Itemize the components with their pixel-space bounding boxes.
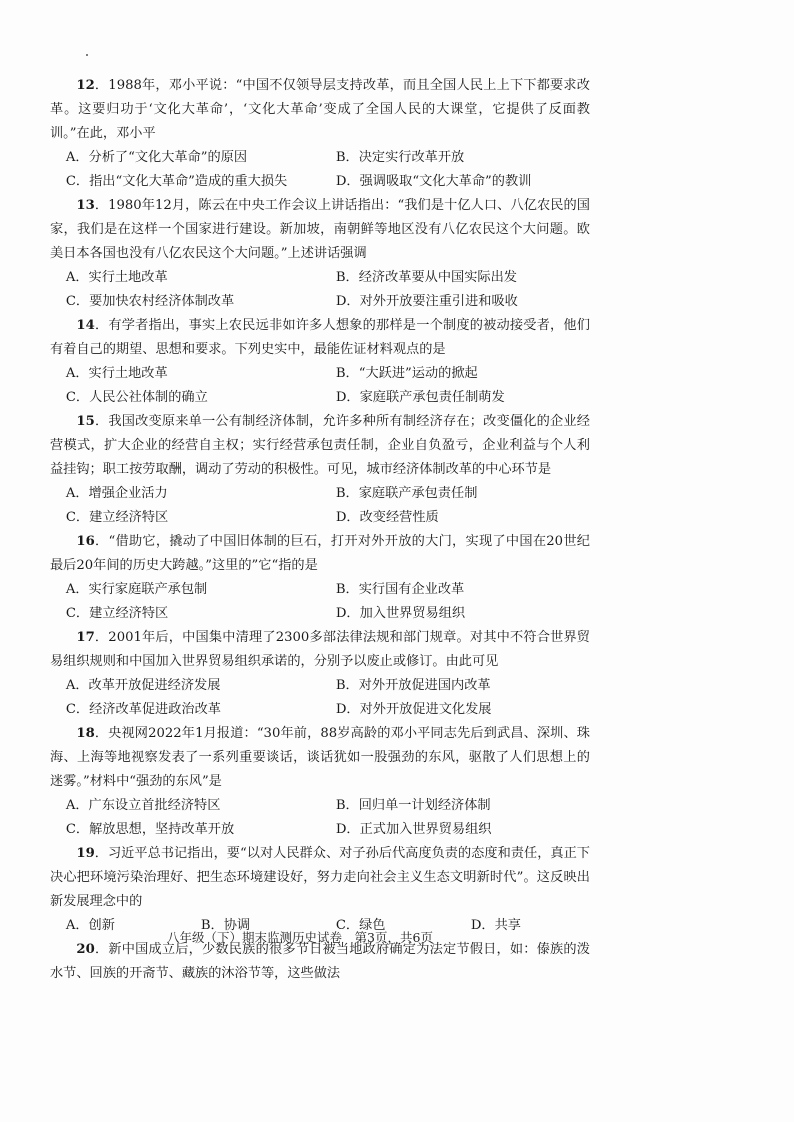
option-list (50, 794, 590, 842)
question-number: 13 (76, 198, 95, 213)
option-a: A．实行土地改革 (65, 270, 168, 285)
question-number: 20 (76, 942, 95, 957)
option-a: A．实行家庭联产承包制 (65, 582, 208, 597)
option-b: B．协调 (200, 918, 251, 933)
question-number: 16 (76, 534, 95, 549)
question-list (50, 74, 590, 986)
question-19 (50, 842, 590, 938)
question-text: ．有学者指出，事实上农民远非如许多人想象的那样是一个制度的被动接受者，他们有着自己的期望、思想和要求。下列史实中，最能佐证材料观点的是 (50, 318, 590, 357)
option-d: D．共享 (470, 918, 521, 933)
option-list (50, 146, 590, 194)
option-c: C．指出“文化大革命”造成的重大损失 (65, 174, 288, 189)
question-number: 14 (76, 318, 95, 333)
question-stem (50, 314, 590, 362)
question-stem (50, 842, 590, 914)
question-18 (50, 722, 590, 842)
question-text: ．我国改变原来单一公有制经济体制，允许多种所有制经济存在；改变僵化的企业经营模式，扩大企业的经营自主权；实行经营承包责任制，企业自负盈亏，企业利益与个人利益挂钩；职工按劳取酬，调动了劳动的积极性。可见，城市经济体制改革的中心环节是 (50, 414, 590, 477)
question-stem (50, 722, 590, 794)
option-a: A．增强企业活力 (65, 486, 168, 501)
question-text: ．新中国成立后，少数民族的很多节日被当地政府确定为法定节假日，如：傣族的泼水节、回族的开斋节、藏族的沐浴节等，这些做法 (50, 942, 590, 981)
option-b: B．回归单一计划经济体制 (335, 798, 491, 813)
option-c: C．要加快农村经济体制改革 (65, 294, 235, 309)
question-text: ．央视网2022年1月报道：“30年前，88岁高龄的邓小平同志先后到武昌、深圳、珠海、上海等地视察发表了一系列重要谈话，谈话犹如一股强劲的东风，驱散了人们思想上的迷雾。”材料中“强劲的东风”是 (50, 726, 590, 789)
option-c: C．绿色 (335, 918, 386, 933)
option-b: B．决定实行改革开放 (335, 150, 465, 165)
question-stem (50, 194, 590, 266)
question-number: 17 (76, 630, 95, 645)
option-d: D．家庭联产承包责任制萌发 (335, 390, 505, 405)
question-number: 15 (76, 414, 95, 429)
question-15 (50, 410, 590, 530)
question-text: ．2001年后，中国集中清理了2300多部法律法规和部门规章。对其中不符合世界贸易组织规则和中国加入世界贸易组织承诺的，分别予以废止或修订。由此可见 (50, 630, 590, 669)
question-13 (50, 194, 590, 314)
option-d: D．正式加入世界贸易组织 (335, 822, 492, 837)
question-text: ．1988年，邓小平说：“中国不仅领导层支持改革，而且全国人民上上下下都要求改革。这要归功于‘文化大革命’，‘文化大革命’变成了全国人民的大课堂，它提供了反面教训。”在此，邓小平 (50, 78, 590, 141)
option-c: C．人民公社体制的确立 (65, 390, 208, 405)
scan-speck (86, 54, 88, 56)
option-c: C．建立经济特区 (65, 606, 169, 621)
option-list (50, 674, 590, 722)
option-list (50, 482, 590, 530)
option-c: C．经济改革促进政治改革 (65, 702, 221, 717)
question-stem (50, 74, 590, 146)
question-stem (50, 410, 590, 482)
option-d: D．强调吸取“文化大革命”的教训 (335, 174, 532, 189)
option-d: D．加入世界贸易组织 (335, 606, 466, 621)
option-c: C．解放思想，坚持改革开放 (65, 822, 235, 837)
option-list (50, 362, 590, 410)
question-14 (50, 314, 590, 410)
question-text: ．“借助它，撬动了中国旧体制的巨石，打开对外开放的大门，实现了中国在20世纪最后20年间的历史大跨越。”这里的”它“指的是 (50, 534, 590, 573)
option-b: B．实行国有企业改革 (335, 582, 465, 597)
option-a: A．广东设立首批经济特区 (65, 798, 221, 813)
option-b: B．“大跃进”运动的掀起 (335, 366, 478, 381)
question-stem (50, 530, 590, 578)
question-text: ．1980年12月，陈云在中央工作会议上讲话指出：“我们是十亿人口、八亿农民的国家，我们是在这样一个国家进行建设。新加坡，南朝鲜等地区没有八亿农民这个大问题。欧美日本各国也没有八亿农民这个大问题。”上述讲话强调 (50, 198, 590, 261)
question-17 (50, 626, 590, 722)
option-d: D．对外开放要注重引进和吸收 (335, 294, 518, 309)
question-number: 18 (76, 726, 95, 741)
question-stem (50, 626, 590, 674)
question-number: 19 (76, 846, 95, 861)
page-footer: 八年级（下）期末监测历史试卷 第3页，共6页 (167, 930, 433, 945)
option-list (50, 578, 590, 626)
question-12 (50, 74, 590, 194)
option-d: D．对外开放促进文化发展 (335, 702, 492, 717)
option-a: A．实行土地改革 (65, 366, 168, 381)
option-b: B．家庭联产承包责任制 (335, 486, 478, 501)
question-16 (50, 530, 590, 626)
option-a: A．分析了“文化大革命”的原因 (65, 150, 248, 165)
question-text: ．习近平总书记指出，要“以对人民群众、对子孙后代高度负责的态度和责任，真正下决心把环境污染治理好、把生态环境建设好，努力走向社会主义生态文明新时代”。这反映出新发展理念中的 (50, 846, 590, 909)
option-c: C．建立经济特区 (65, 510, 169, 525)
option-a: A．改革开放促进经济发展 (65, 678, 221, 693)
option-list (50, 266, 590, 314)
question-number: 12 (76, 78, 95, 93)
option-a: A．创新 (65, 918, 115, 933)
option-b: B．对外开放促进国内改革 (335, 678, 491, 693)
option-b: B．经济改革要从中国实际出发 (335, 270, 517, 285)
option-d: D．改变经营性质 (335, 510, 439, 525)
